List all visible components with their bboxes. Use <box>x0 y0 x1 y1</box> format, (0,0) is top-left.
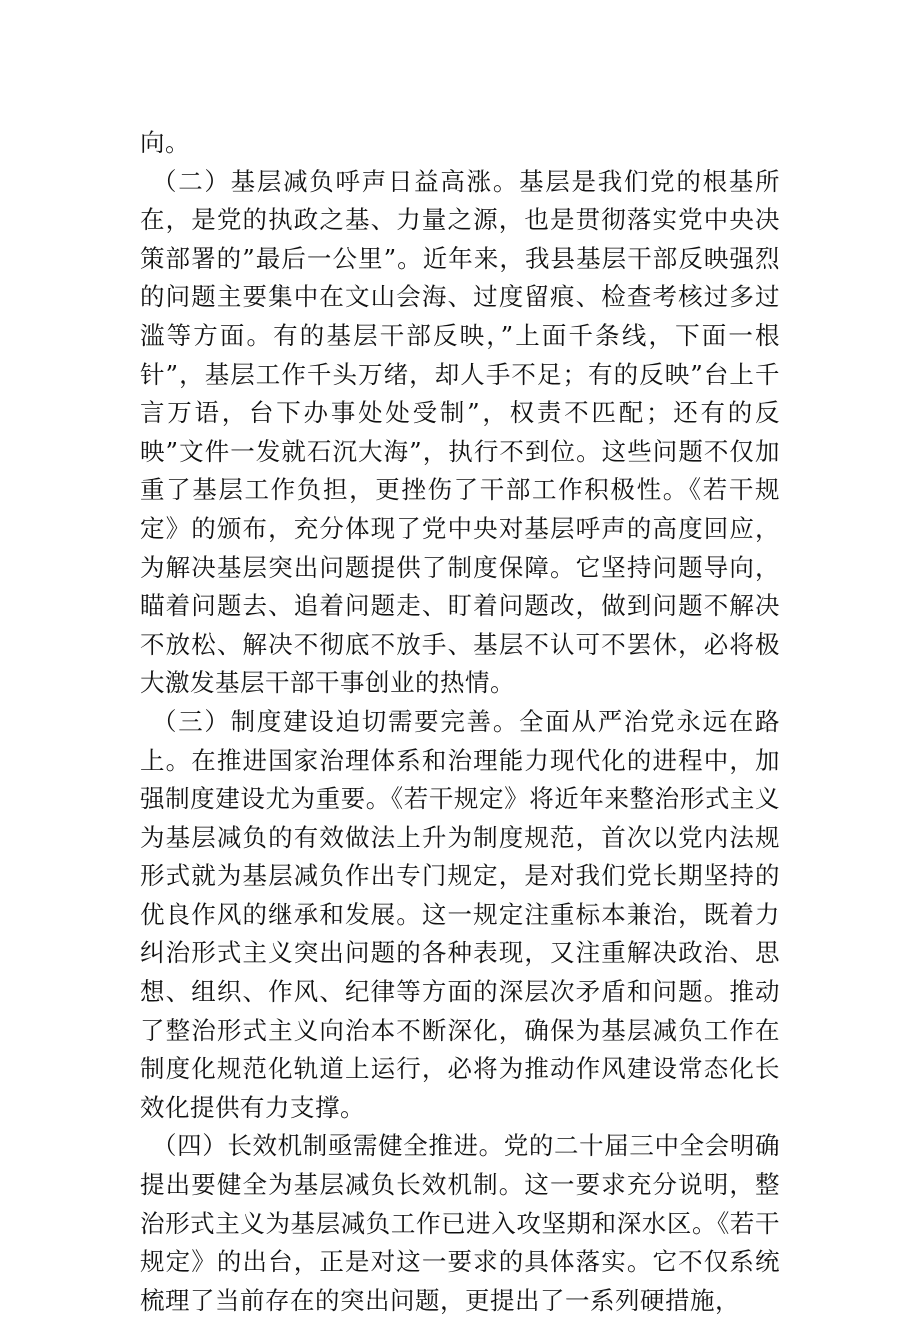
paragraph-section-four: （四）长效机制亟需健全推进。党的二十届三中全会明确提出要健全为基层减负长效机制。这一要求充分说明，整治形式主义为基层减负工作已进入攻坚期和深水区。《若干规定》的出台，正是对这一要求的具体落实。它不仅系统梳理了当前存在的突出问题，更提出了一系列硬措施， <box>140 1131 780 1315</box>
paragraph-section-two: （二）基层减负呼声日益高涨。基层是我们党的根基所在，是党的执政之基、力量之源，也是贯彻落实党中央决策部署的”最后一公里”。近年来，我县基层干部反映强烈的问题主要集中在文山会海、过度留痕、检查考核过多过滥等方面。有的基层干部反映，”上面千条线，下面一根针”，基层工作千头万绪，却人手不足；有的反映”台上千言万语，台下办事处处受制”，权责不匹配；还有的反映”文件一发就石沉大海”，执行不到位。这些问题不仅加重了基层工作负担，更挫伤了干部工作积极性。《若干规定》的颁布，充分体现了党中央对基层呼声的高度回应，为解决基层突出问题提供了制度保障。它坚持问题导向，瞄着问题去、追着问题走、盯着问题改，做到问题不解决不放松、解决不彻底不放手、基层不认可不罢休，必将极大激发基层干部干事创业的热情。 <box>140 166 780 698</box>
paragraph-section-three: （三）制度建设迫切需要完善。全面从严治党永远在路上。在推进国家治理体系和治理能力现代化的进程中，加强制度建设尤为重要。《若干规定》将近年来整治形式主义为基层减负的有效做法上升为制度规范，首次以党内法规形式就为基层减负作出专门规定，是对我们党长期坚持的优良作风的继承和发展。这一规定注重标本兼治，既着力纠治形式主义突出问题的各种表现，又注重解决政治、思想、组织、作风、纪律等方面的深层次矛盾和问题。推动了整治形式主义向治本不断深化，确保为基层减负工作在制度化规范化轨道上运行，必将为推动作风建设常态化长效化提供有力支撑。 <box>140 706 780 1122</box>
paragraph-continuation: 向。 <box>140 128 190 157</box>
document-body <box>140 124 780 1320</box>
